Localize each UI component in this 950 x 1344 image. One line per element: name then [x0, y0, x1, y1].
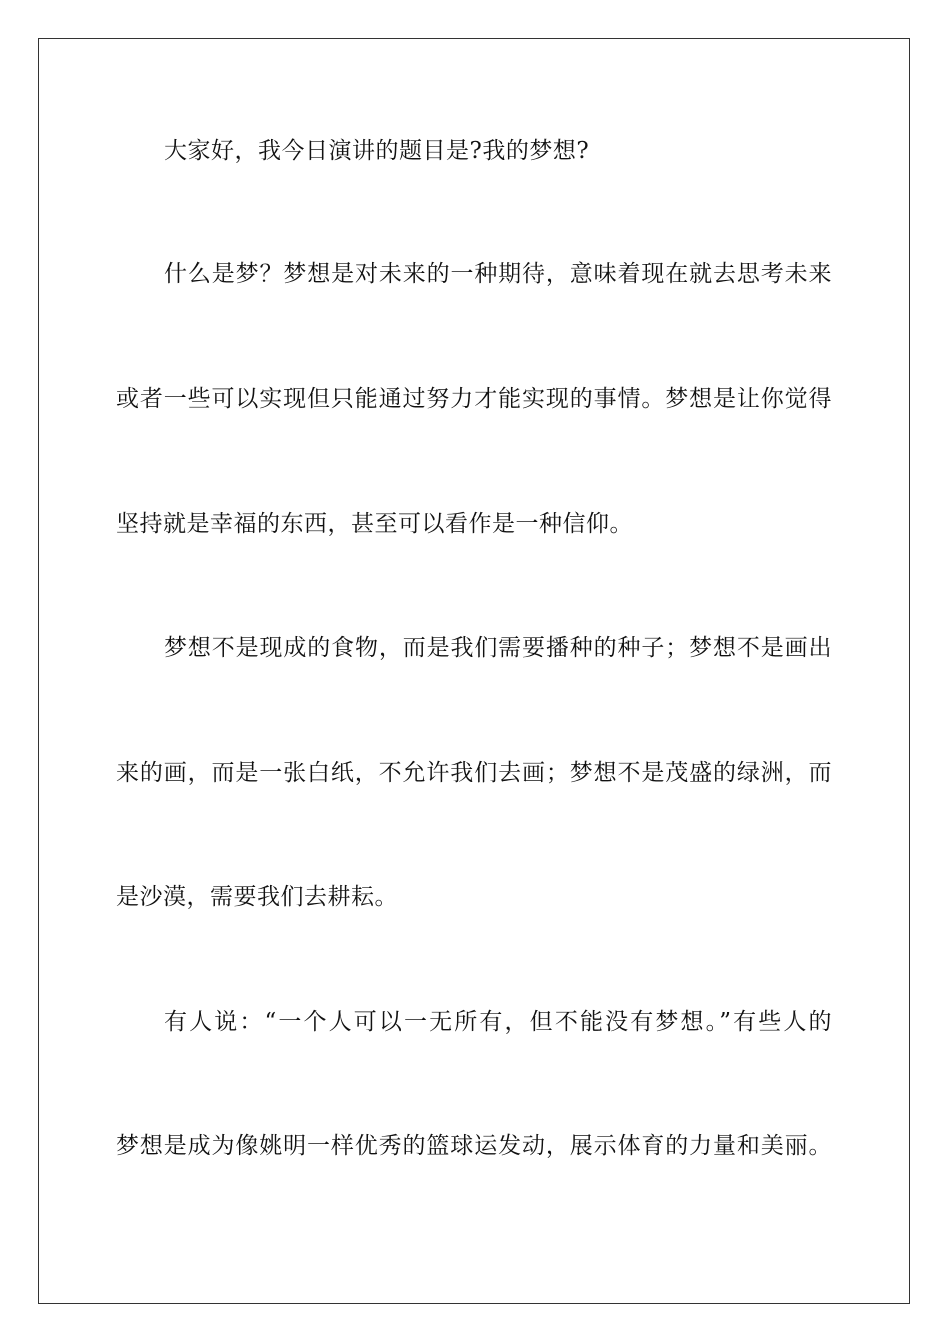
paragraph-4-line-1: 有人说：“一个人可以一无所有，但不能没有梦想。”有些人的 [164, 1009, 832, 1035]
paragraph-3-line-3: 是沙漠，需要我们去耕耘。 [116, 884, 398, 910]
paragraph-2-line-3: 坚持就是幸福的东西，甚至可以看作是一种信仰。 [116, 511, 633, 537]
paragraph-4-line-2: 梦想是成为像姚明一样优秀的篮球运发动，展示体育的力量和美丽。 [116, 1133, 832, 1159]
paragraph-2-line-2: 或者一些可以实现但只能通过努力才能实现的事情。梦想是让你觉得 [116, 386, 832, 412]
page-frame [38, 38, 910, 1304]
paragraph-3-line-2: 来的画，而是一张白纸，不允许我们去画；梦想不是茂盛的绿洲，而 [116, 760, 832, 786]
paragraph-3-line-1: 梦想不是现成的食物，而是我们需要播种的种子；梦想不是画出 [164, 635, 832, 661]
paragraph-2-line-1: 什么是梦？梦想是对未来的一种期待，意味着现在就去思考未来 [164, 261, 832, 287]
paragraph-1-line-1: 大家好，我今日演讲的题目是?我的梦想? [164, 138, 590, 164]
